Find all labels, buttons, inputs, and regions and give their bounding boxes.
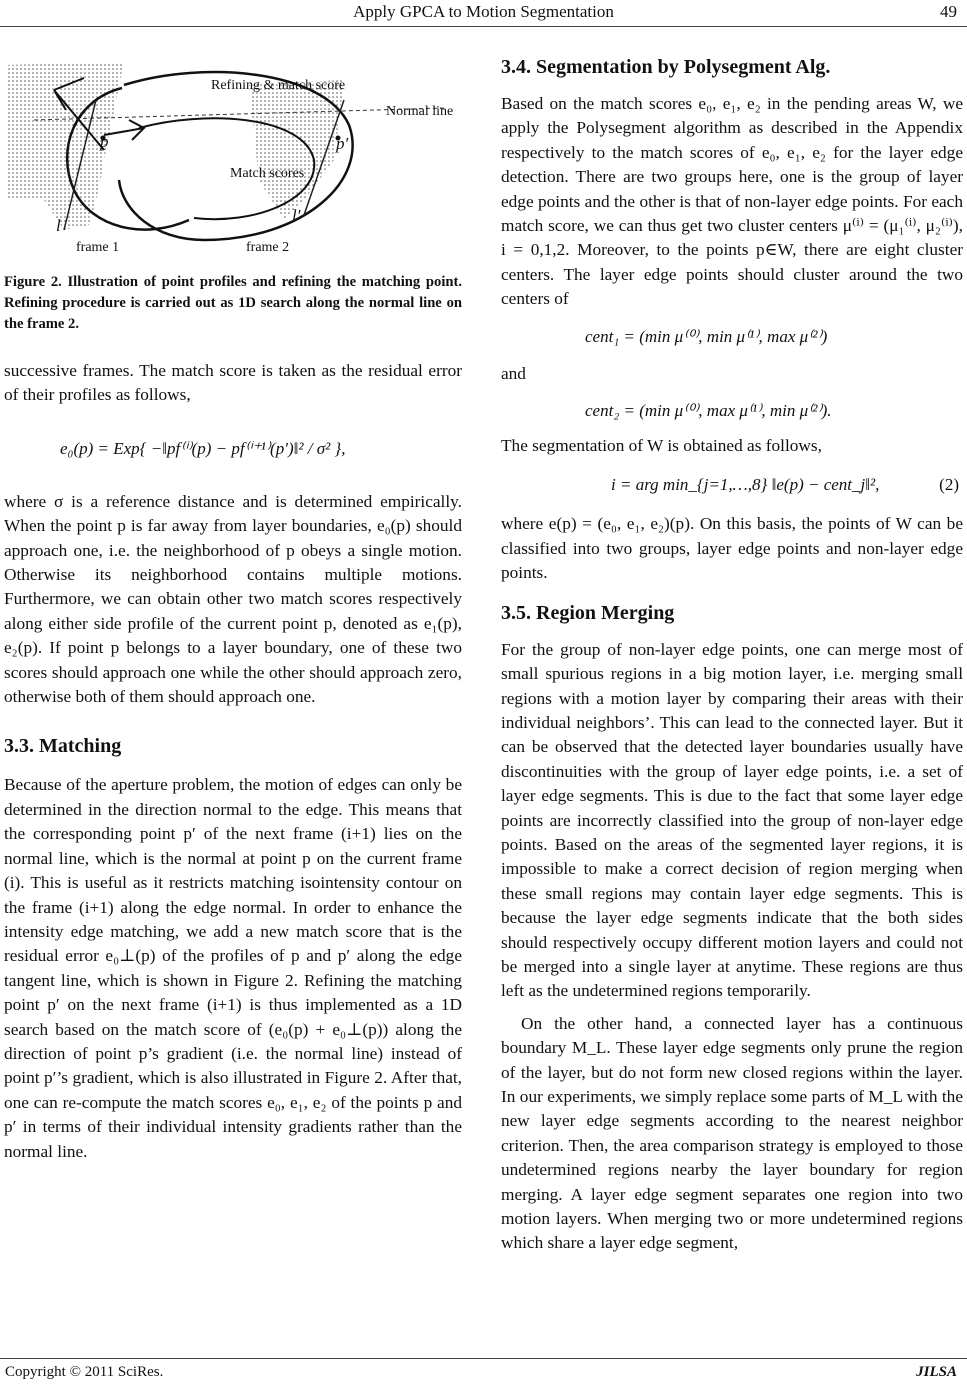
- equation-e0: e₀(p) = Exp{ −‖pf⁽ⁱ⁾(p) − pf⁽ⁱ⁺¹⁾(p′)‖² / σ² },: [60, 438, 346, 458]
- label-l: l: [56, 216, 61, 235]
- page-number: 49: [940, 2, 957, 21]
- left-paragraph-3: Because of the aperture problem, the motion of edges can only be determined in the direction normal to the edge. This means that the corresponding point p′ of the next frame (i+1) lies on the normal line, which is the normal at point p on the current frame (i). This is useful as it restricts matching isointensity contour on the frame (i+1) along the edge normal. In order to enhance the intensity edge matching, we add a new match score that is the residual error e₀⊥(p) of the profiles of p and p′ along the edge tangent line, which is shown in Figure 2. Refining the matching point p′ on the next frame (i+1) is thus implemented as a 1D search based on the match score of (e₀(p) + e₀⊥(p)) along the direction of point p’s gradient (i.e. the normal line) instead of point p′’s gradient, which is also illustrated in Figure 2. After that, one can re-compute the match scores e₀, e₁, e₂ of the points p and p′ in terms of their individual intensity gradients rather than the normal line.: [4, 775, 462, 1161]
- right-paragraph-4: Based on the match scores e₀, e₁, e₂ in the pending areas W, we apply the Polysegment algorithm as described in the Appendix respectively to the match scores of e₀, e₁, e₂ for the layer edge detection. There are two groups here, one is the group of layer edge points and the other is that of non-layer edge points. For each match score, we can thus get two cluster centers μ⁽ⁱ⁾ = (μ₁⁽ⁱ⁾, μ₂⁽ⁱ⁾), i = 0,1,2. Moreover, to the points p∈W, there are eight cluster centers. The layer edge points should cluster around the two centers of: [501, 94, 963, 309]
- equation-2-number: (2): [939, 475, 959, 495]
- equation-cent2: cent₂ = (min μ⁽⁰⁾, max μ⁽¹⁾, min μ⁽²⁾).: [585, 401, 832, 421]
- figure-2: [4, 40, 462, 272]
- section-3-3-heading: 3.3. Matching: [4, 735, 122, 758]
- label-match-scores: Match scores: [230, 166, 305, 181]
- equation-2-body: i = arg min_{j=1,…,8} ‖e(p) − cent_j‖²,: [611, 475, 880, 495]
- running-header: [0, 2, 967, 24]
- figure-2-illustration: [4, 40, 462, 272]
- left-paragraph-1: successive frames. The match score is taken as the residual error of their profiles as follows,: [4, 361, 462, 405]
- left-column: [4, 40, 462, 1164]
- left-paragraph-2: where σ is a reference distance and is determined empirically. When the point p is far away from layer boundaries, e₀(p) should approach one, i.e. the neighborhood of p obeys a single motion. Otherwise its neighborhood contains multiple motions. Furthermore, we can obtain other two match scores respectively along either side profile of the current point p, denoted as e₁(p), e₂(p). If point p belongs to a layer boundary, one of these two scores should approach one while the other should approach zero, otherwise both of them should approach one.: [4, 491, 462, 707]
- footer-journal: JILSA: [916, 1364, 957, 1380]
- equation-cent1: cent₁ = (min μ⁽⁰⁾, min μ⁽¹⁾, max μ⁽²⁾): [585, 326, 828, 346]
- footer-copyright: Copyright © 2011 SciRes.: [5, 1364, 164, 1380]
- section-3-4-heading: 3.4. Segmentation by Polysegment Alg.: [501, 56, 831, 78]
- header-rule: [0, 26, 967, 27]
- right-paragraph-6: where e(p) = (e₀, e₁, e₂)(p). On this basis, the points of W can be classified into two groups, layer edge points and non-layer edge points.: [501, 514, 963, 583]
- label-p-prime: p′: [336, 134, 349, 153]
- right-column: [501, 40, 963, 1256]
- right-paragraph-8: On the other hand, a connected layer has a continuous boundary M_L. These layer edge segments only prune the region of the layer, but do not form new closed regions within the layer. In our experiments, we simply replace some parts of M_L with the new layer edge segments according to the nearest neighbor criterion. Then, the area comparison strategy is employed to those undetermined regions nearby the layer boundary for region merging. A layer edge segment separates one region into two motion layers. When merging two or more undetermined regions which share a layer edge segment,: [501, 1013, 963, 1253]
- footer-rule: [0, 1358, 967, 1359]
- label-refining: Refining & match score: [211, 78, 346, 93]
- and-text: and: [501, 363, 526, 383]
- label-p: p: [100, 132, 109, 151]
- label-normal-line: Normal line: [386, 104, 454, 119]
- right-paragraph-7: For the group of non-layer edge points, one can merge most of small spurious regions in a big motion layer, i.e. merging small regions with a motion layer by comparing their areas with their individual neighbors’. This can lead to the connected layer. But it can be observed that the detected layer boundaries usually have discontinuities with the group of layer edge points, i.e. a set of layer edge segments. This is due to the fact that some layer edge points are incorrectly classified into the group of non-layer edge points. Based on the areas of the segmented layer regions, it is impossible to make a correct decision of region merging when these small regions may contain layer edge segments. This is because the layer edge segments indicate that the both sides should respectively occupy different motion layers and could not be merged into a single layer at anytime. These regions are thus left as the undetermined regions temporarily.: [501, 639, 963, 1001]
- label-frame2: frame 2: [246, 240, 290, 255]
- label-l-prime: l′: [292, 206, 301, 225]
- right-paragraph-5: The segmentation of W is obtained as follows,: [501, 436, 822, 456]
- label-frame1: frame 1: [76, 240, 120, 255]
- section-3-5-heading: 3.5. Region Merging: [501, 601, 675, 624]
- running-title: Apply GPCA to Motion Segmentation: [353, 2, 614, 21]
- equation-2: [501, 472, 963, 498]
- figure-caption: Figure 2. Illustration of point profiles and refining the matching point. Refining procedure is carried out as 1D search along the normal line on the frame 2.: [4, 274, 462, 332]
